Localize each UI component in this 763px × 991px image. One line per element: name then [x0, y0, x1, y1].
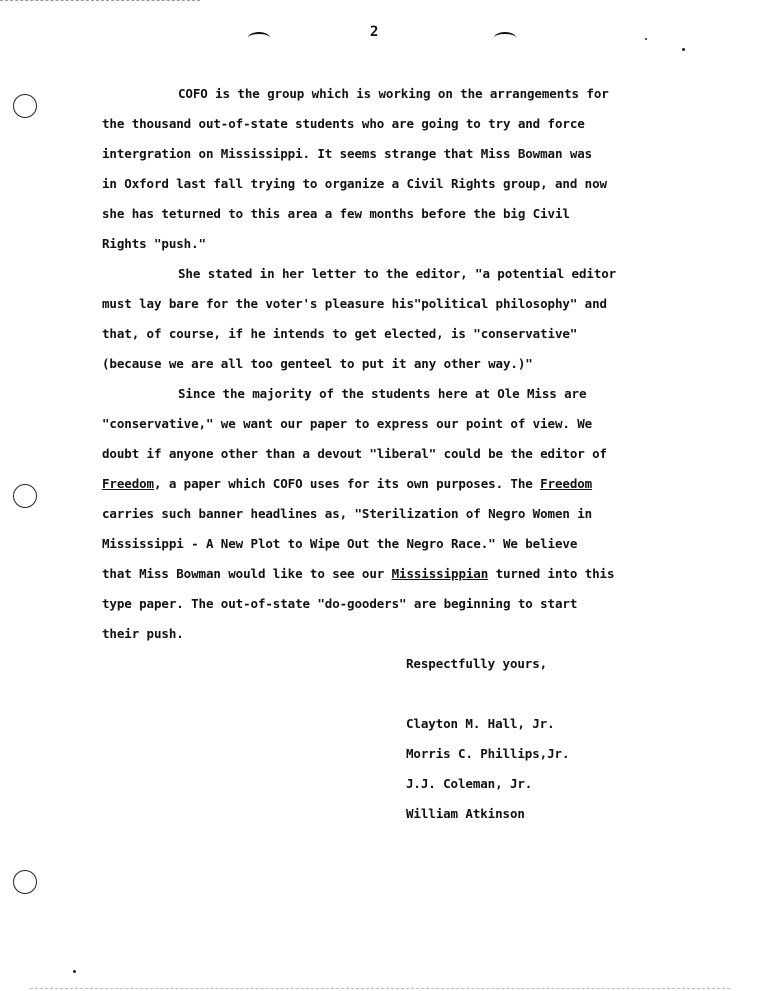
page-number: 2: [370, 24, 379, 40]
text-line: that, of course, if he intends to get elected, is "conservative": [102, 326, 578, 341]
signatory-name: William Atkinson: [406, 806, 525, 821]
top-edge-dashes: [0, 0, 200, 3]
underlined-title: Freedom: [102, 476, 154, 491]
left-header-arc: [248, 32, 270, 44]
text-line: Rights "push.": [102, 236, 206, 251]
text-line: type paper. The out-of-state "do-gooders" are beginning to start: [102, 596, 578, 611]
text-line: intergration on Mississippi. It seems strange that Miss Bowman was: [102, 146, 593, 161]
text-line: in Oxford last fall trying to organize a Civil Rights group, and now: [102, 176, 607, 191]
scan-speck: [645, 38, 647, 40]
scan-speck: [682, 48, 685, 51]
text-line: Mississippi - A New Plot to Wipe Out the Negro Race." We believe: [102, 536, 578, 551]
text-line: their push.: [102, 626, 184, 641]
text-line: "conservative," we want our paper to express our point of view. We: [102, 416, 593, 431]
closing: Respectfully yours,: [406, 656, 548, 671]
text-line: (because we are all too genteel to put it any other way.)": [102, 356, 533, 371]
text-segment: , a paper which COFO uses for its own purposes. The: [153, 476, 541, 491]
underlined-title: Mississippian: [391, 566, 489, 581]
text-line: she has teturned to this area a few months before the big Civil: [102, 206, 570, 221]
text-segment: turned into this: [488, 566, 615, 581]
punch-hole-bottom: [13, 870, 37, 894]
text-line: must lay bare for the voter's pleasure his"political philosophy" and: [102, 296, 607, 311]
signatory-name: J.J. Coleman, Jr.: [406, 776, 533, 791]
text-line: [102, 566, 614, 581]
text-line: COFO is the group which is working on the arrangements for: [178, 86, 609, 101]
punch-hole-top: [13, 94, 37, 118]
text-line: Since the majority of the students here at Ole Miss are: [178, 386, 587, 401]
text-segment: that Miss Bowman would like to see our: [102, 566, 392, 581]
text-line: [102, 476, 592, 491]
punch-hole-middle: [13, 484, 37, 508]
underlined-title: Freedom: [540, 476, 593, 491]
right-header-arc: [494, 32, 516, 44]
scan-speck: [73, 970, 76, 973]
text-line: She stated in her letter to the editor, "a potential editor: [178, 266, 617, 281]
text-line: doubt if anyone other than a devout "liberal" could be the editor of: [102, 446, 607, 461]
signatory-name: Clayton M. Hall, Jr.: [406, 716, 555, 731]
text-line: carries such banner headlines as, "Sterilization of Negro Women in: [102, 506, 593, 521]
signatory-name: Morris C. Phillips,Jr.: [406, 746, 570, 761]
text-line: the thousand out-of-state students who are going to try and force: [102, 116, 585, 131]
